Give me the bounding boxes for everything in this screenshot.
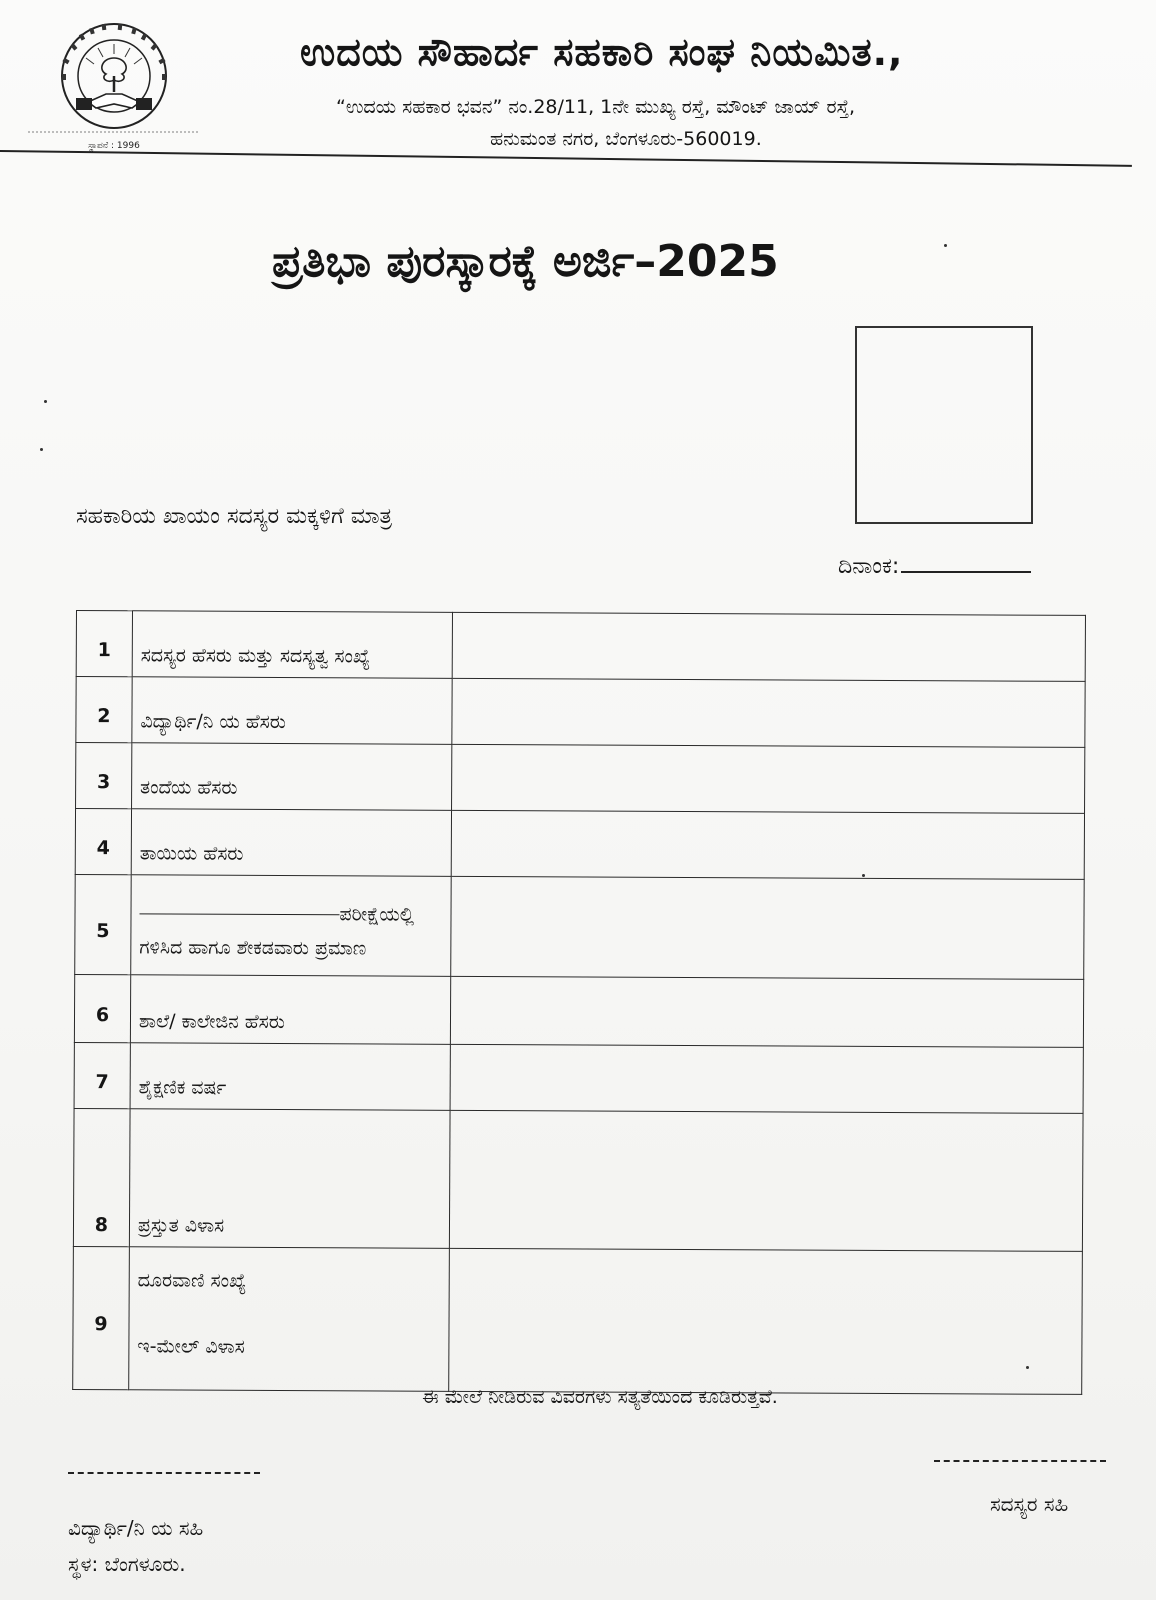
table-row bbox=[74, 974, 1083, 1047]
row-label: ವಿದ್ಯಾರ್ಥಿ/ನಿ ಯ ಹೆಸರು bbox=[132, 677, 452, 745]
member-signature-line[interactable] bbox=[934, 1460, 1106, 1462]
scan-speck bbox=[44, 400, 47, 403]
academic-year-input[interactable] bbox=[450, 1044, 1084, 1113]
table-row bbox=[76, 611, 1085, 682]
scan-speck bbox=[944, 244, 947, 247]
row-label: ಸದಸ್ಯರ ಹೆಸರು ಮತ್ತು ಸದಸ್ಯತ್ವ ಸಂಖ್ಯೆ bbox=[132, 611, 452, 679]
row-label: ಪ್ರಸ್ತುತ ವಿಳಾಸ bbox=[129, 1109, 450, 1249]
row-label: ತಂದೆಯ ಹೆಸರು bbox=[131, 743, 451, 811]
table-row bbox=[76, 743, 1085, 814]
marks-percentage-label: ಗಳಿಸಿದ ಹಾಗೂ ಶೇಕಡವಾರು ಪ್ರಮಾಣ bbox=[139, 936, 367, 960]
father-name-input[interactable] bbox=[451, 744, 1085, 813]
address-line-2: ಹನುಮಂತ ನಗರ, ಬೆಂಗಳೂರು-560019. bbox=[490, 128, 762, 150]
table-row bbox=[74, 1042, 1083, 1113]
table-row bbox=[73, 1108, 1083, 1251]
scan-speck bbox=[862, 874, 865, 877]
logo-founded-text: ಸ್ಥಾಪನೆ : 1996 bbox=[88, 141, 140, 151]
student-signature-label: ವಿದ್ಯಾರ್ಥಿ/ನಿ ಯ ಸಹಿ bbox=[68, 1516, 204, 1540]
table-row bbox=[75, 874, 1084, 979]
scan-speck bbox=[1026, 1366, 1029, 1369]
exam-name-blank[interactable] bbox=[139, 913, 339, 915]
row-number: 2 bbox=[76, 677, 132, 743]
date-blank-line[interactable] bbox=[901, 571, 1031, 573]
place-label: ಸ್ಥಳ: ಬೆಂಗಳೂರು. bbox=[68, 1552, 186, 1576]
student-signature-line[interactable] bbox=[68, 1472, 260, 1474]
row-number: 8 bbox=[73, 1108, 130, 1246]
scan-speck bbox=[40, 448, 43, 451]
email-address-label: ಇ-ಮೇಲ್ ವಿಳಾಸ bbox=[137, 1335, 245, 1358]
row-label bbox=[129, 1247, 450, 1392]
table-row bbox=[75, 809, 1084, 880]
declaration-text: ಈ ಮೇಲೆ ನೀಡಿರುವ ವಿವರಗಳು ಸತ್ಯತೆಯಿಂದ ಕೂಡಿರುತ್ತವೆ. bbox=[422, 1386, 778, 1408]
current-address-input[interactable] bbox=[449, 1110, 1083, 1251]
cooperative-seal-icon bbox=[28, 14, 200, 156]
exam-label-suffix: ಪರೀಕ್ಷೆಯಲ್ಲಿ bbox=[339, 903, 415, 926]
header-divider bbox=[0, 150, 1132, 167]
address-line-1: “ಉದಯ ಸಹಕಾರ ಭವನ” ನಂ.28/11, 1ನೇ ಮುಖ್ಯ ರಸ್ತೆ, ಮೌಂಟ್ ಜಾಯ್ ರಸ್ತೆ, bbox=[336, 96, 856, 118]
row-number: 1 bbox=[76, 611, 132, 677]
row-label: ತಾಯಿಯ ಹೆಸರು bbox=[131, 809, 451, 877]
row-label: ಶೈಕ್ಷಣಿಕ ವರ್ಷ bbox=[130, 1043, 450, 1111]
row-label bbox=[131, 875, 451, 977]
marks-percentage-input[interactable] bbox=[451, 876, 1085, 979]
row-number: 4 bbox=[75, 809, 131, 875]
eligibility-note: ಸಹಕಾರಿಯ ಖಾಯಂ ಸದಸ್ಯರ ಮಕ್ಕಳಿಗೆ ಮಾತ್ರ bbox=[76, 504, 393, 529]
row-number: 6 bbox=[74, 974, 130, 1042]
student-name-input[interactable] bbox=[452, 678, 1086, 747]
mother-name-input[interactable] bbox=[451, 810, 1085, 879]
application-details-table bbox=[72, 610, 1086, 1395]
photo-box[interactable] bbox=[855, 326, 1033, 524]
date-label: ದಿನಾಂಕ: bbox=[838, 554, 900, 579]
table-row bbox=[73, 1246, 1083, 1394]
row-number: 7 bbox=[74, 1042, 130, 1108]
phone-number-label: ದೂರವಾಣಿ ಸಂಖ್ಯೆ bbox=[137, 1269, 247, 1292]
date-field[interactable] bbox=[838, 554, 1058, 579]
row-number: 3 bbox=[76, 743, 132, 809]
member-signature-label: ಸದಸ್ಯರ ಸಹಿ bbox=[990, 1492, 1069, 1516]
row-label: ಶಾಲೆ/ ಕಾಲೇಜಿನ ಹೆಸರು bbox=[130, 975, 450, 1045]
member-name-input[interactable] bbox=[452, 612, 1086, 681]
school-college-name-input[interactable] bbox=[450, 976, 1084, 1047]
row-number: 5 bbox=[75, 874, 131, 974]
phone-email-input[interactable] bbox=[448, 1248, 1082, 1394]
form-title: ಪ್ರತಿಭಾ ಪುರಸ್ಕಾರಕ್ಕೆ ಅರ್ಜಿ–2025 bbox=[272, 236, 779, 287]
table-row bbox=[76, 677, 1085, 748]
organization-name: ಉದಯ ಸೌಹಾರ್ದ ಸಹಕಾರಿ ಸಂಘ ನಿಯಮಿತ., bbox=[300, 30, 904, 74]
row-number: 9 bbox=[73, 1246, 130, 1389]
